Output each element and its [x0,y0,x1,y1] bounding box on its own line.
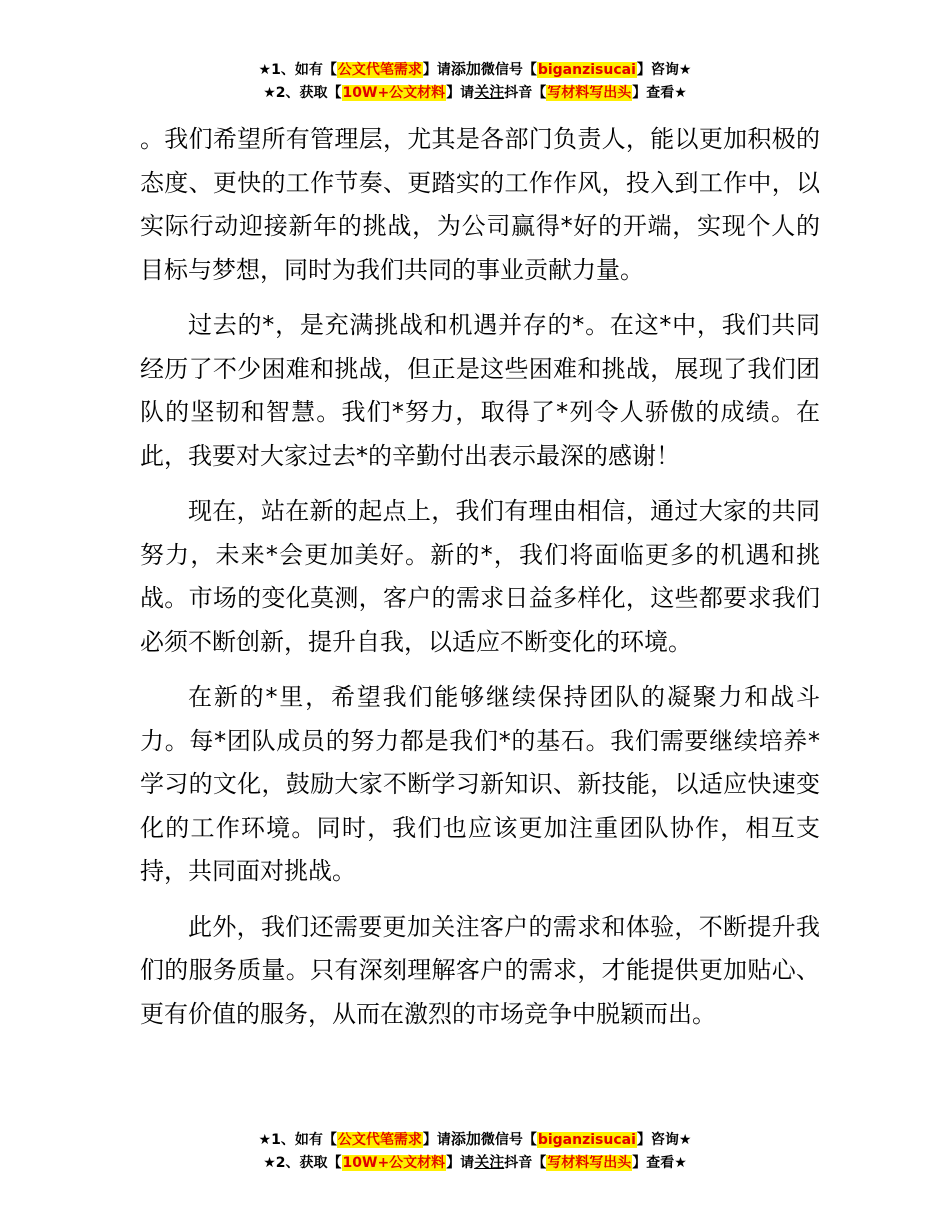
paragraph-2: 过去的*，是充满挑战和机遇并存的*。在这*中，我们共同经历了不少困难和挑战，但正是这些困难和挑战，展现了我们团队的坚韧和智慧。我们*努力，取得了*列令人骄傲的成绩。在此，我要对大家过去*的辛勤付出表示最深的感谢！ [140,311,820,470]
footer-notice-line-2: ★2、获取【10W+公文材料】请关注抖音【写材料写出头】查看★ [263,1153,687,1171]
highlight-ghostwriting: 公文代笔需求 [337,62,422,78]
header-notice-line-1: ★1、如有【公文代笔需求】请添加微信号【biganzisucai】咨询★ [258,60,692,78]
highlight-wechat-id: biganzisucai [537,62,636,78]
header-notice [0,58,950,104]
document-body [140,118,820,1048]
paragraph-3: 现在，站在新的起点上，我们有理由相信，通过大家的共同努力，未来*会更加美好。新的*，我们将面临更多的机遇和挑战。市场的变化莫测，客户的需求日益多样化，这些都要求我们必须不断创新，提升自我，以适应不断变化的环境。 [140,497,820,656]
paragraph-4: 在新的*里，希望我们能够继续保持团队的凝聚力和战斗力。每*团队成员的努力都是我们*的基石。我们需要继续培养*学习的文化，鼓励大家不断学习新知识、新技能，以适应快速变化的工作环境。同时，我们也应该更加注重团队协作，相互支持，共同面对挑战。 [140,683,820,885]
paragraph-5: 此外，我们还需要更加关注客户的需求和体验，不断提升我们的服务质量。只有深刻理解客户的需求，才能提供更加贴心、更有价值的服务，从而在激烈的市场竞争中脱颖而出。 [140,912,820,1028]
footer-notice [0,1128,950,1174]
paragraph-1: 。我们希望所有管理层，尤其是各部门负责人，能以更加积极的态度、更快的工作节奏、更踏实的工作作风，投入到工作中，以实际行动迎接新年的挑战，为公司赢得*好的开端，实现个人的目标与梦想，同时为我们共同的事业贡献力量。 [140,125,820,284]
highlight-wechat-id: biganzisucai [537,1132,636,1148]
highlight-ghostwriting: 公文代笔需求 [337,1132,422,1148]
highlight-douyin-account: 写材料写出头 [547,1155,632,1171]
highlight-materials: 10W+公文材料 [342,85,446,101]
footer-notice-line-1: ★1、如有【公文代笔需求】请添加微信号【biganzisucai】咨询★ [258,1130,692,1148]
header-notice-line-2: ★2、获取【10W+公文材料】请关注抖音【写材料写出头】查看★ [263,83,687,101]
highlight-douyin-account: 写材料写出头 [547,85,632,101]
highlight-materials: 10W+公文材料 [342,1155,446,1171]
